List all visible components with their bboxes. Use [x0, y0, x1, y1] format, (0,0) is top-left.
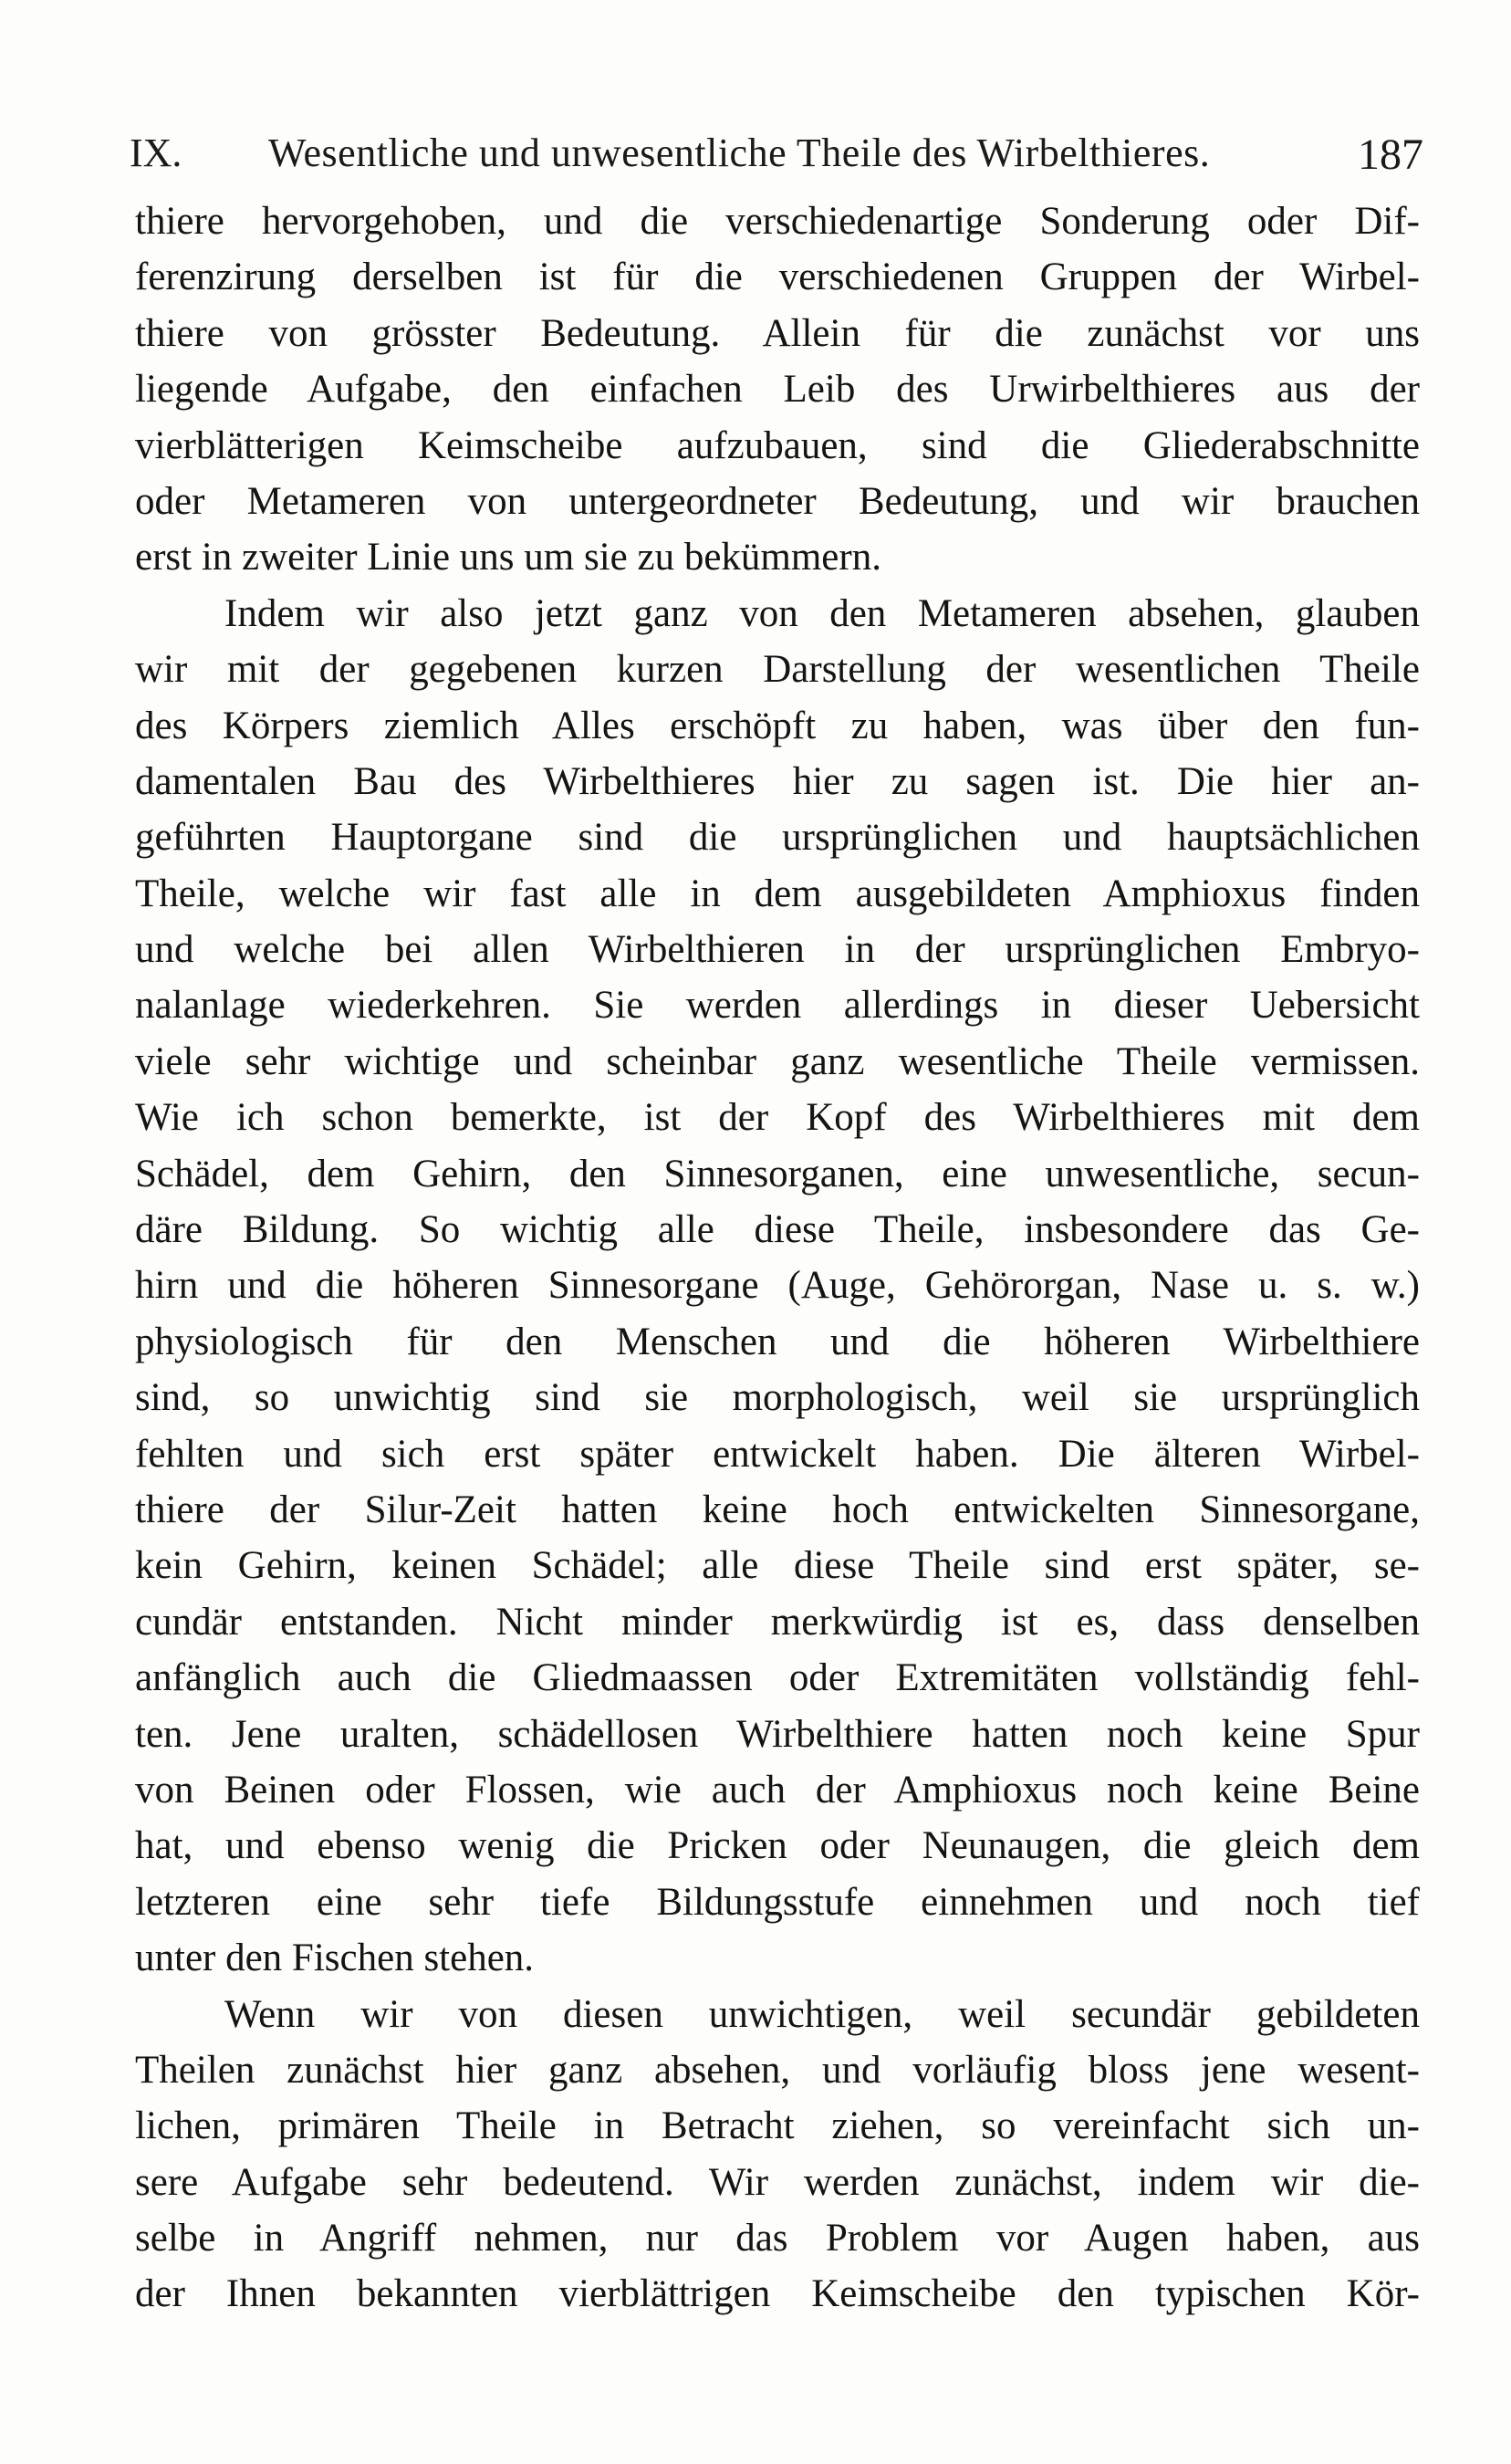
text-line: sind, so unwichtig sind sie morphologisch, weil sie ursprünglich [135, 1376, 1420, 1420]
text-line: thiere von grösster Bedeutung. Allein für die zunächst vor uns [135, 311, 1420, 355]
text-line: cundär entstanden. Nicht minder merkwürdig ist es, dass denselben [135, 1600, 1420, 1644]
text-line: viele sehr wichtige und scheinbar ganz wesentliche Theile vermissen. [135, 1039, 1420, 1083]
text-line: fehlten und sich erst später entwickelt haben. Die älteren Wirbel- [135, 1432, 1420, 1476]
text-line: Indem wir also jetzt ganz von den Metameren absehen, glauben [224, 591, 1420, 635]
text-line: oder Metameren von untergeordneter Bedeutung, und wir brauchen [135, 479, 1420, 523]
text-line: Schädel, dem Gehirn, den Sinnesorganen, eine unwesentliche, secun- [135, 1152, 1420, 1195]
text-line: vierblätterigen Keimscheibe aufzubauen, sind die Gliederabschnitte [135, 423, 1420, 467]
text-line: Wie ich schon bemerkte, ist der Kopf des Wirbelthieres mit dem [135, 1096, 1420, 1140]
text-line: anfänglich auch die Gliedmaassen oder Extremitäten vollständig fehl- [135, 1656, 1420, 1700]
paragraph [135, 586, 1420, 1987]
running-head [130, 120, 1423, 193]
text-line: letzteren eine sehr tiefe Bildungsstufe einnehmen und noch tief [135, 1880, 1420, 1924]
text-line: wir mit der gegebenen kurzen Darstellung der wesentlichen Theile [135, 648, 1420, 692]
text-line: lichen, primären Theile in Betracht ziehen, so vereinfacht sich un- [135, 2104, 1420, 2148]
text-line: nalanlage wiederkehren. Sie werden allerdings in dieser Uebersicht [135, 984, 1420, 1028]
text-line: sere Aufgabe sehr bedeutend. Wir werden zunächst, indem wir die- [135, 2160, 1420, 2204]
page-number: 187 [1358, 131, 1423, 179]
paragraph [135, 1987, 1420, 2323]
text-line: damentalen Bau des Wirbelthieres hier zu sagen ist. Die hier an- [135, 759, 1420, 803]
text-line: von Beinen oder Flossen, wie auch der Amphioxus noch keine Beine [135, 1768, 1420, 1811]
text-line: ferenzirung derselben ist für die verschiedenen Gruppen der Wirbel- [135, 256, 1420, 299]
text-line: Theilen zunächst hier ganz absehen, und vorläufig bloss jene wesent- [135, 2048, 1420, 2092]
text-line: Theile, welche wir fast alle in dem ausgebildeten Amphioxus finden [135, 872, 1420, 915]
text-line: erst in zweiter Linie uns um sie zu bekümmern. [135, 536, 881, 579]
text-line: Wenn wir von diesen unwichtigen, weil secundär gebildeten [224, 1992, 1420, 2036]
running-title: Wesentliche und unwesentliche Theile des Wirbelthieres. [268, 131, 1211, 175]
chapter-number: IX. [130, 131, 182, 175]
text-line: der Ihnen bekannten vierblättrigen Keimscheibe den typischen Kör- [135, 2272, 1420, 2316]
text-line: kein Gehirn, keinen Schädel; alle diese Theile sind erst später, se- [135, 1544, 1420, 1588]
text-line: hat, und ebenso wenig die Pricken oder Neunaugen, die gleich dem [135, 1824, 1420, 1868]
text-line: däre Bildung. So wichtig alle diese Theile, insbesondere das Ge- [135, 1208, 1420, 1252]
text-line: hirn und die höheren Sinnesorgane (Auge, Gehörorgan, Nase u. s. w.) [135, 1264, 1420, 1308]
text-line: geführten Hauptorgane sind die ursprünglichen und hauptsächlichen [135, 816, 1420, 860]
body-text [135, 193, 1420, 2323]
paragraph [135, 193, 1420, 586]
text-line: unter den Fischen stehen. [135, 1937, 535, 1980]
text-line: liegende Aufgabe, den einfachen Leib des Urwirbelthieres aus der [135, 368, 1420, 412]
text-line: selbe in Angriff nehmen, nur das Problem vor Augen haben, aus [135, 2217, 1420, 2260]
text-line: physiologisch für den Menschen und die höheren Wirbelthiere [135, 1320, 1420, 1363]
text-line: und welche bei allen Wirbelthieren in der ursprünglichen Embryo- [135, 928, 1420, 972]
text-line: thiere hervorgehoben, und die verschiedenartige Sonderung oder Dif- [135, 200, 1420, 243]
text-line: des Körpers ziemlich Alles erschöpft zu haben, was über den fun- [135, 704, 1420, 747]
text-line: ten. Jene uralten, schädellosen Wirbelthiere hatten noch keine Spur [135, 1712, 1420, 1756]
text-line: thiere der Silur-Zeit hatten keine hoch entwickelten Sinnesorgane, [135, 1488, 1420, 1531]
